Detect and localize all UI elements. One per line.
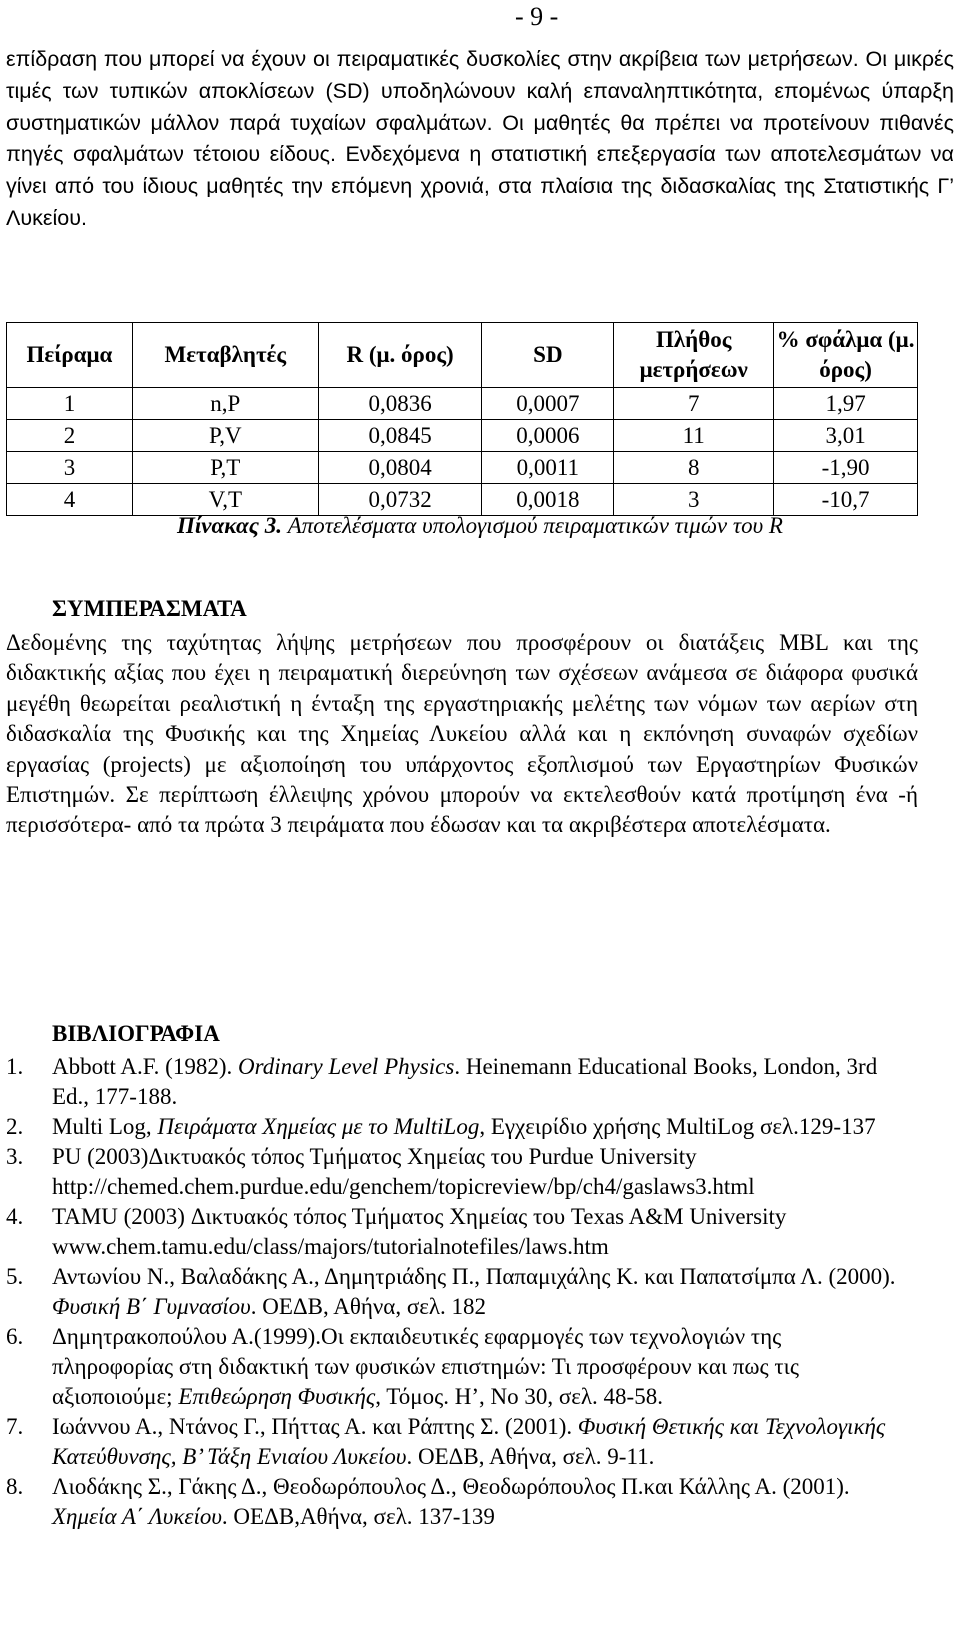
- header-variables: Μεταβλητές: [132, 323, 318, 388]
- table-row: [7, 388, 918, 420]
- cell-measurement-count: 3: [614, 484, 774, 516]
- ref-text: PU (2003)Δικτυακός τόπος Τμήματος Χημείας του Purdue University http://chemed.chem.purdue.edu/genchem/topicreview/bp/ch4/gaslaws3.html: [52, 1144, 755, 1199]
- cell-sd: 0,0007: [482, 388, 614, 420]
- ref-title: Φυσική Θετικής και Τεχνολογικής Κατεύθυνσης, Β’ Τάξη Ενιαίου Λυκείου: [52, 1414, 886, 1469]
- ref-number: 3.: [6, 1144, 24, 1169]
- header-percent-error: % σφάλμα (μ. όρος): [774, 323, 918, 388]
- cell-percent-error: 1,97: [774, 388, 918, 420]
- ref-body: [52, 1262, 906, 1322]
- ref-number: 1.: [6, 1054, 24, 1079]
- ref-body: [52, 1142, 906, 1202]
- ref-text: Λιοδάκης Σ., Γάκης Δ., Θεοδωρόπουλος Δ., Θεοδωρόπουλος Π.και Κάλλης Α. (2001).: [52, 1474, 850, 1499]
- cell-percent-error: -1,90: [774, 452, 918, 484]
- bibliography-item: [6, 1112, 906, 1142]
- cell-variables: n,P: [132, 388, 318, 420]
- ref-title: Φυσική Β΄ Γυμνασίου: [52, 1294, 251, 1319]
- ref-text-end: . ΟΕΔΒ, Αθήνα, σελ. 9-11.: [406, 1444, 655, 1469]
- cell-percent-error: 3,01: [774, 420, 918, 452]
- cell-measurement-count: 11: [614, 420, 774, 452]
- bibliography-item: [6, 1472, 906, 1532]
- cell-experiment: 1: [7, 388, 133, 420]
- bibliography-item: [6, 1142, 906, 1202]
- cell-r-mean: 0,0804: [318, 452, 482, 484]
- results-table: [6, 322, 918, 516]
- ref-body: [52, 1412, 906, 1472]
- ref-title: Πειράματα Χημείας με το MultiLog: [157, 1114, 480, 1139]
- table-row: [7, 484, 918, 516]
- bibliography-item: [6, 1412, 906, 1472]
- cell-percent-error: -10,7: [774, 484, 918, 516]
- cell-r-mean: 0,0845: [318, 420, 482, 452]
- conclusions-paragraph: Δεδομένης της ταχύτητας λήψης μετρήσεων που προσφέρουν οι διατάξεις MBL και της διδακτικής αξίας που έχει η πειραματική διερεύνηση των σχέσεων ανάμεσα σε διάφορα φυσικά μεγέθη θεωρείται ρεαλιστική η ένταξη της εργαστηριακής μελέτης των νόμων των αερίων στη διδασκαλία της Φυσικής και της Χημείας Λυκείου αλλά και η εκπόνηση συναφών σχεδίων εργασίας (projects) με αξιοποίηση του υπάρχοντος εξοπλισμού των Εργαστηρίων Φυσικών Επιστημών. Σε περίπτωση έλλειψης χρόνου μπορούν να εκτελεσθούν κατά προτίμηση ένα -ή περισσότερα- από τα πρώτα 3 πειράματα που έδωσαν και τα ακριβέστερα αποτελέσματα.: [6, 630, 918, 838]
- ref-number: 4.: [6, 1204, 24, 1229]
- ref-number: 5.: [6, 1264, 24, 1289]
- ref-text: Multi Log,: [52, 1114, 158, 1139]
- ref-number: 6.: [6, 1324, 24, 1349]
- ref-text-end: . ΟΕΔΒ, Αθήνα, σελ. 182: [250, 1294, 487, 1319]
- conclusions-heading: ΣΥΜΠΕΡΑΣΜΑΤΑ: [52, 596, 247, 621]
- ref-body: [52, 1052, 906, 1112]
- cell-r-mean: 0,0732: [318, 484, 482, 516]
- ref-number: 7.: [6, 1414, 24, 1439]
- bibliography-item: [6, 1262, 906, 1322]
- cell-experiment: 3: [7, 452, 133, 484]
- header-measurement-count: Πλήθος μετρήσεων: [614, 323, 774, 388]
- ref-text: Ιωάννου Α., Ντάνος Γ., Πήττας Α. και Ράπτης Σ. (2001).: [52, 1414, 578, 1439]
- ref-text-end: . Heinemann Educational Books, London, 3rd Ed., 177-188.: [52, 1054, 878, 1109]
- bibliography-item: [6, 1202, 906, 1262]
- bibliography-item: [6, 1052, 906, 1112]
- table-caption-label: Πίνακας 3.: [177, 513, 282, 538]
- ref-body: [52, 1202, 906, 1262]
- table-row: [7, 452, 918, 484]
- cell-variables: P,T: [132, 452, 318, 484]
- cell-experiment: 4: [7, 484, 133, 516]
- ref-title: Επιθεώρηση Φυσικής: [178, 1384, 376, 1409]
- cell-sd: 0,0011: [482, 452, 614, 484]
- cell-variables: V,T: [132, 484, 318, 516]
- ref-text: Δημητρακοπούλου Α.(1999).Οι εκπαιδευτικές εφαρμογές των τεχνολογιών της πληροφορίας στη διδακτική των φυσικών επιστημών: Τι προσφέρουν και πως τις αξιοποιούμε;: [52, 1324, 799, 1409]
- cell-experiment: 2: [7, 420, 133, 452]
- ref-body: [52, 1112, 906, 1142]
- ref-title: Ordinary Level Physics: [238, 1054, 455, 1079]
- page-number: - 9 -: [515, 2, 559, 31]
- ref-body: [52, 1472, 906, 1532]
- cell-sd: 0,0006: [482, 420, 614, 452]
- table-caption-text: Αποτελέσματα υπολογισμού πειραματικών τιμών του R: [287, 513, 783, 538]
- header-sd: SD: [482, 323, 614, 388]
- intro-paragraph: επίδραση που μπορεί να έχουν οι πειραματικές δυσκολίες στην ακρίβεια των μετρήσεων. Οι μικρές τιμές των τυπικών αποκλίσεων (SD) υποδηλώνουν καλή επαναληπτικότητα, επομένως ύπαρξη συστηματικών μάλλον παρά τυχαίων σφαλμάτων. Οι μαθητές θα πρέπει να προτείνουν πιθανές πηγές σφαλμάτων τέτοιου είδους. Ενδεχόμενα η στατιστική επεξεργασία των αποτελεσμάτων να γίνει από του ίδιους μαθητές την επόμενη χρονιά, στα πλαίσια της διδασκαλίας της Στατιστικής Γ’ Λυκείου.: [6, 47, 954, 230]
- table-header-row: [7, 323, 918, 388]
- cell-measurement-count: 8: [614, 452, 774, 484]
- cell-measurement-count: 7: [614, 388, 774, 420]
- ref-text: TAMU (2003) Δικτυακός τόπος Τμήματος Χημείας του Texas A&M University www.chem.tamu.edu/class/majors/tutorialnotefiles/laws.htm: [52, 1204, 787, 1259]
- cell-sd: 0,0018: [482, 484, 614, 516]
- bibliography-heading: ΒΙΒΛΙΟΓΡΑΦΙΑ: [52, 1021, 220, 1046]
- header-experiment: Πείραμα: [7, 323, 133, 388]
- cell-variables: P,V: [132, 420, 318, 452]
- ref-text-end: , Τόμος. Η’, Νο 30, σελ. 48-58.: [375, 1384, 663, 1409]
- ref-text: Abbott A.F. (1982).: [52, 1054, 238, 1079]
- table-row: [7, 420, 918, 452]
- header-r-mean: R (μ. όρος): [318, 323, 482, 388]
- table-caption: [0, 513, 960, 539]
- ref-number: 2.: [6, 1114, 24, 1139]
- ref-body: [52, 1322, 906, 1412]
- cell-r-mean: 0,0836: [318, 388, 482, 420]
- ref-number: 8.: [6, 1474, 24, 1499]
- ref-text-end: . ΟΕΔΒ,Αθήνα, σελ. 137-139: [221, 1504, 495, 1529]
- ref-text-end: , Εγχειρίδιο χρήσης MultiLog σελ.129-137: [479, 1114, 876, 1139]
- bibliography-item: [6, 1322, 906, 1412]
- bibliography-list: [6, 1052, 906, 1532]
- ref-title: Χημεία Α΄ Λυκείου: [52, 1504, 222, 1529]
- ref-text: Αντωνίου Ν., Βαλαδάκης Α., Δημητριάδης Π., Παπαμιχάλης Κ. και Παπατσίμπα Λ. (2000).: [52, 1264, 896, 1289]
